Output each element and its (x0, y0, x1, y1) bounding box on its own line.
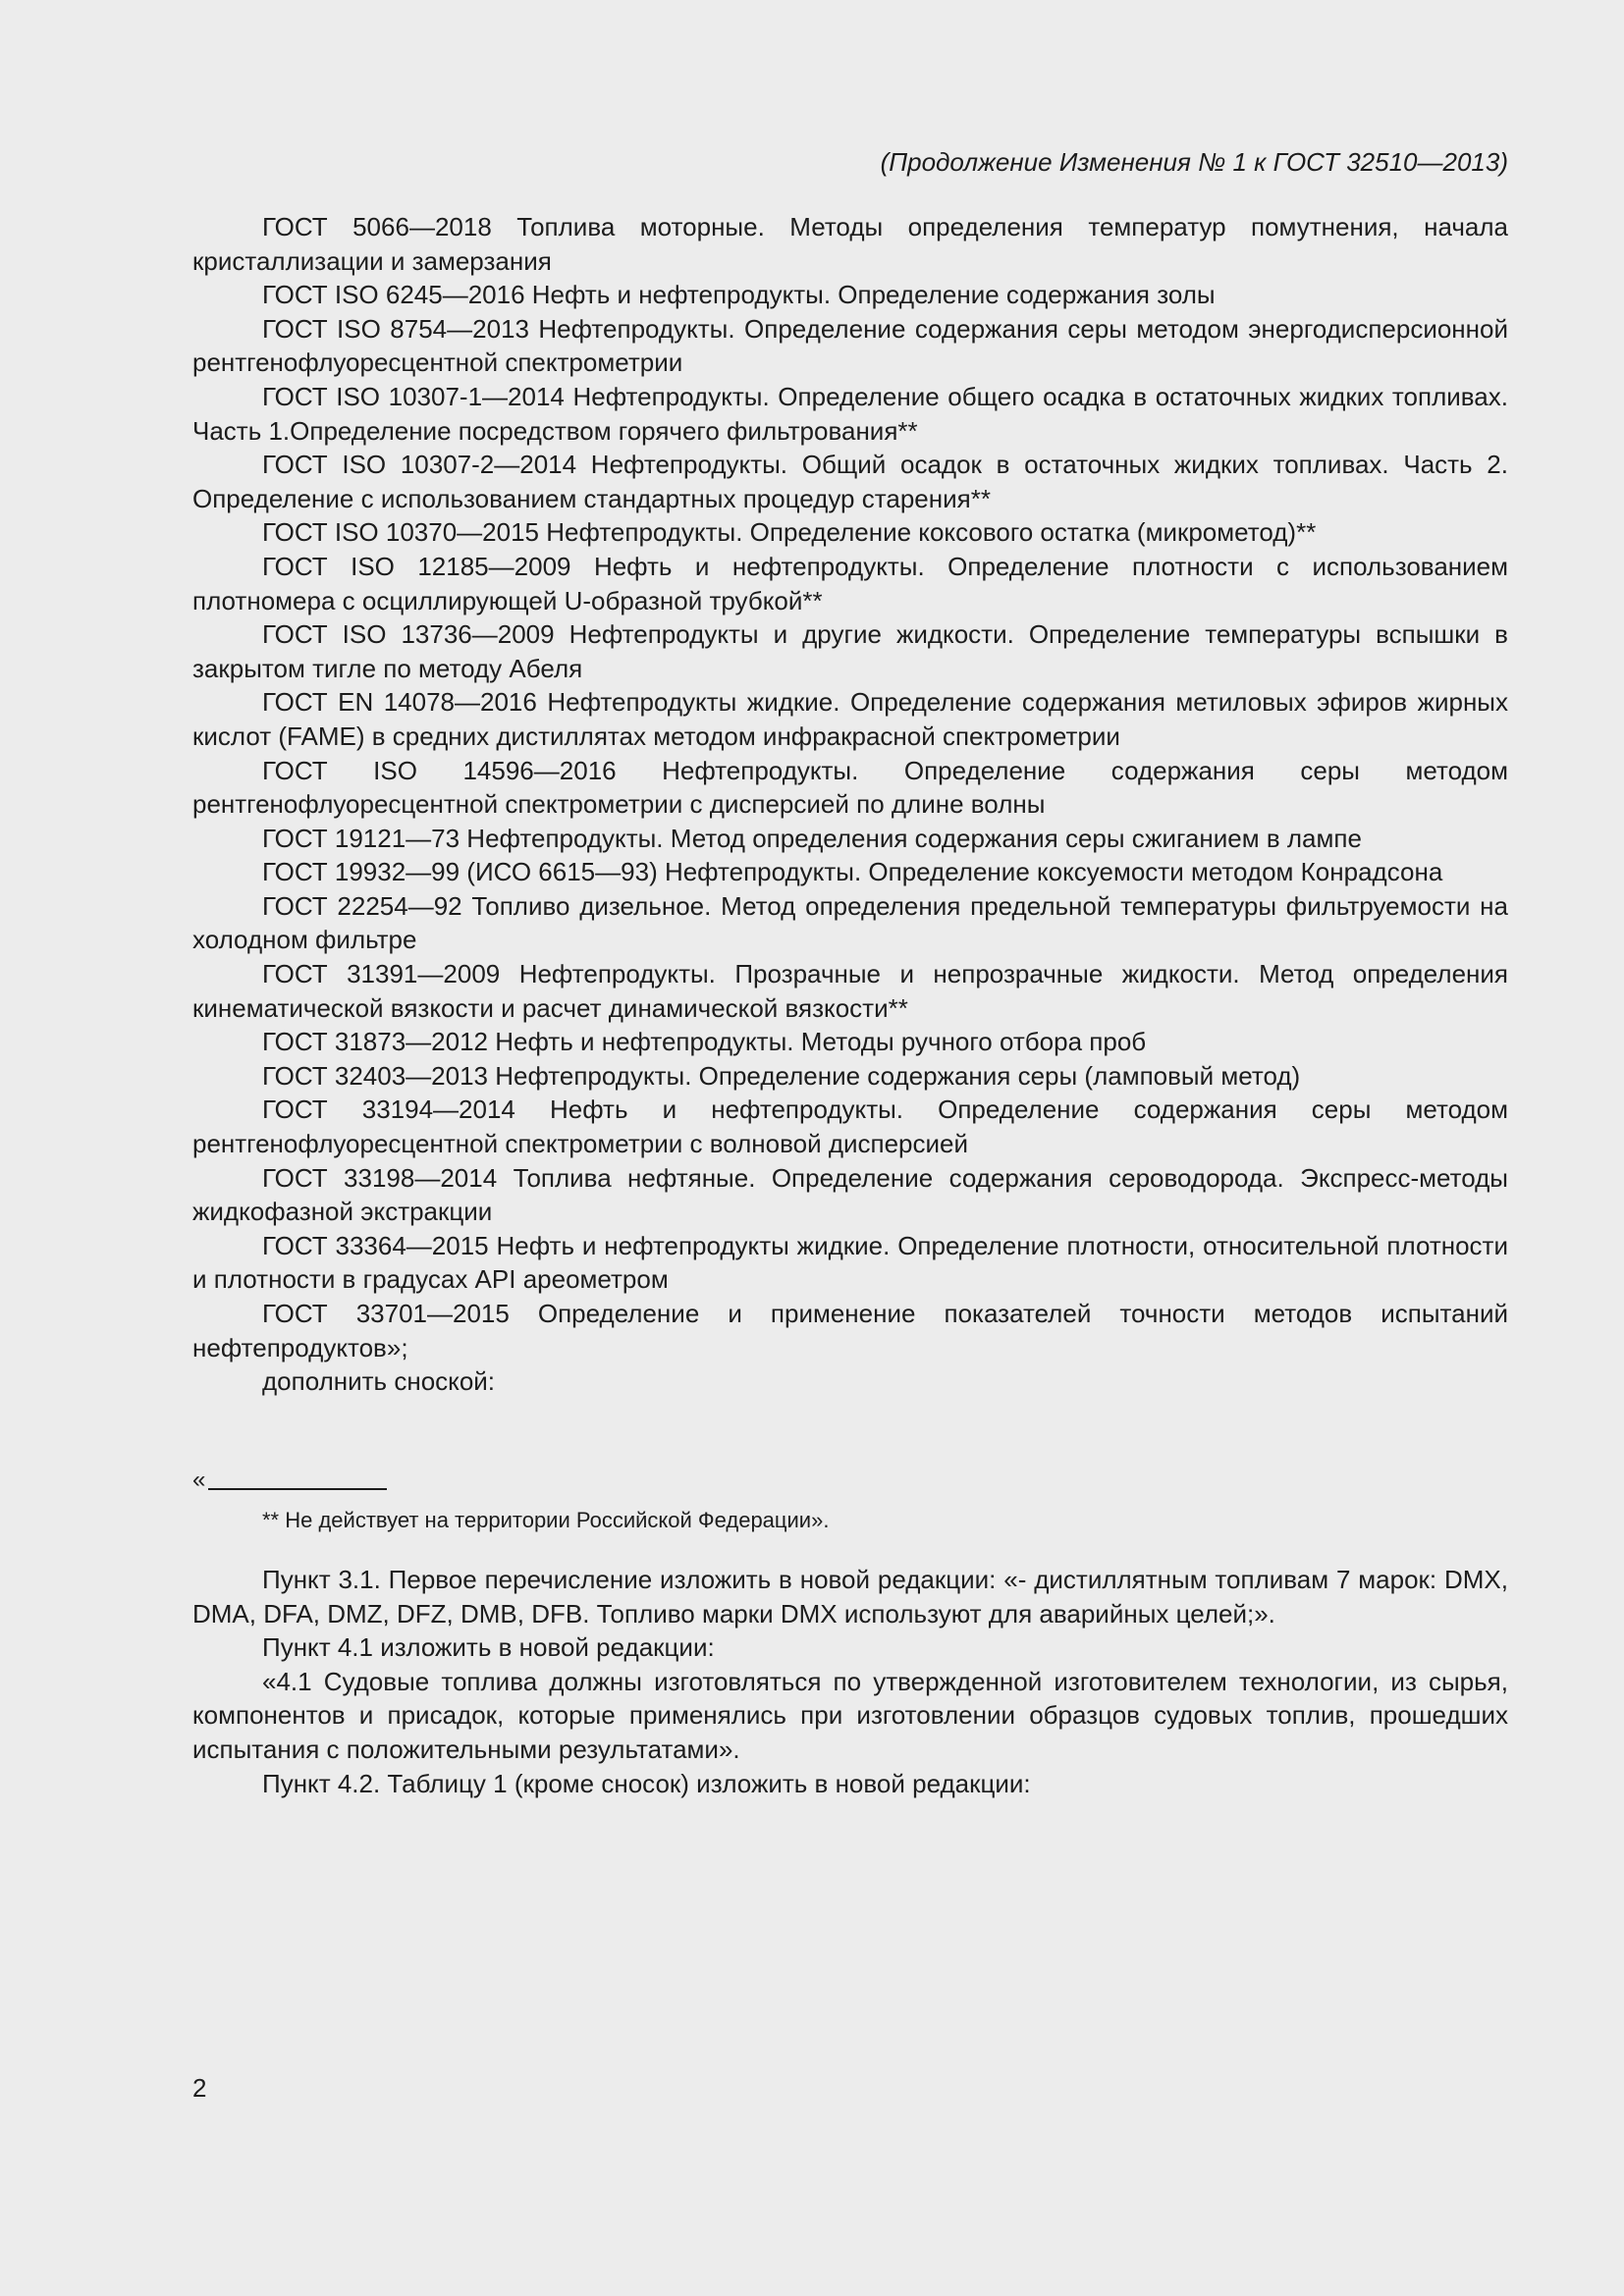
reference-entry: ГОСТ ISO 14596—2016 Нефтепродукты. Определение содержания серы методом рентгенофлуоресцентной спектрометрии с дисперсией по длине волны (192, 755, 1508, 820)
reference-entry: ГОСТ 5066—2018 Топлива моторные. Методы определения температур помутнения, начала кристаллизации и замерзания (192, 212, 1508, 276)
reference-entry: ГОСТ 19121—73 Нефтепродукты. Метод определения содержания серы сжиганием в лампе (262, 823, 1362, 853)
reference-list (192, 210, 1508, 1399)
footnote-text: ** Не действует на территории Российской Федерации». (262, 1508, 830, 1532)
footnote-block (192, 1467, 1508, 1535)
amendment-paragraph: Пункт 3.1. Первое перечисление изложить в новой редакции: «- дистиллятным топливам 7 марок: DMX, DMA, DFA, DMZ, DFZ, DMB, DFB. Топливо марки DMX используют для аварийных целей;». (192, 1565, 1508, 1629)
reference-entry: ГОСТ 31391—2009 Нефтепродукты. Прозрачные и непрозрачные жидкости. Метод определения кинематической вязкости и расчет динамической вязкости** (192, 959, 1508, 1023)
reference-entry: ГОСТ ISO 6245—2016 Нефть и нефтепродукты. Определение содержания золы (262, 280, 1216, 310)
reference-entry: ГОСТ 33198—2014 Топлива нефтяные. Определение содержания сероводорода. Экспресс-методы жидкофазной экстракции (192, 1162, 1508, 1227)
reference-entry: ГОСТ ISO 13736—2009 Нефтепродукты и другие жидкости. Определение температуры вспышки в закрытом тигле по методу Абеля (192, 619, 1508, 683)
amendment-paragraph: «4.1 Судовые топлива должны изготовляться по утвержденной изготовителем технологии, из сырья, компонентов и присадок, которые применялись при изготовлении образцов судовых топлив, прошедших испытания с положительными результатами». (192, 1666, 1508, 1764)
reference-entry: ГОСТ 32403—2013 Нефтепродукты. Определение содержания серы (ламповый метод) (262, 1060, 1301, 1091)
continuation-header: (Продолжение Изменения № 1 к ГОСТ 32510—2013) (880, 147, 1508, 177)
footnote-rule (208, 1488, 387, 1490)
reference-entry: ГОСТ ISO 12185—2009 Нефть и нефтепродукты. Определение плотности с использованием плотномера с осциллирующей U-образной трубкой** (192, 551, 1508, 615)
page-number: 2 (192, 2073, 207, 2103)
reference-entry: ГОСТ 22254—92 Топливо дизельное. Метод определения предельной температуры фильтруемости на холодном фильтре (192, 890, 1508, 955)
reference-entry: ГОСТ ISO 10307-2—2014 Нефтепродукты. Общий осадок в остаточных жидких топливах. Часть 2. Определение с использованием стандартных процедур старения** (192, 450, 1508, 513)
reference-entry: ГОСТ 33701—2015 Определение и применение показателей точности методов испытаний нефтепродуктов»; (192, 1299, 1508, 1362)
reference-entry: ГОСТ ISO 8754—2013 Нефтепродукты. Определение содержания серы методом энергодисперсионной рентгенофлуоресцентной спектрометрии (192, 313, 1508, 378)
reference-entry: ГОСТ 31873—2012 Нефть и нефтепродукты. Методы ручного отбора проб (262, 1027, 1147, 1057)
reference-entry: ГОСТ EN 14078—2016 Нефтепродукты жидкие. Определение содержания метиловых эфиров жирных кислот (FAME) в средних дистиллятах методом инфракрасной спектрометрии (192, 687, 1508, 751)
amendment-paragraph: Пункт 4.2. Таблицу 1 (кроме сносок) изложить в новой редакции: (262, 1768, 1031, 1798)
reference-entry: ГОСТ ISO 10370—2015 Нефтепродукты. Определение коксового остатка (микрометод)** (262, 517, 1317, 548)
reference-entry: ГОСТ 33364—2015 Нефть и нефтепродукты жидкие. Определение плотности, относительной плотности и плотности в градусах API ареометром (192, 1230, 1508, 1295)
amendment-list (192, 1563, 1508, 1800)
reference-entry: ГОСТ 19932—99 (ИСО 6615—93) Нефтепродукты. Определение коксуемости методом Конрадсона (262, 857, 1443, 887)
amendment-paragraph: Пункт 4.1 изложить в новой редакции: (262, 1632, 715, 1663)
footnote-open-quote: « (192, 1467, 206, 1493)
footnote-separator (192, 1467, 1508, 1493)
reference-entry: ГОСТ ISO 10307-1—2014 Нефтепродукты. Определение общего осадка в остаточных жидких топливах. Часть 1.Определение посредством горячего фильтрования** (192, 381, 1508, 446)
reference-entry: ГОСТ 33194—2014 Нефть и нефтепродукты. Определение содержания серы методом рентгенофлуоресцентной спектрометрии с волновой дисперсией (192, 1095, 1508, 1159)
footnote-instruction: дополнить сноской: (262, 1366, 496, 1397)
